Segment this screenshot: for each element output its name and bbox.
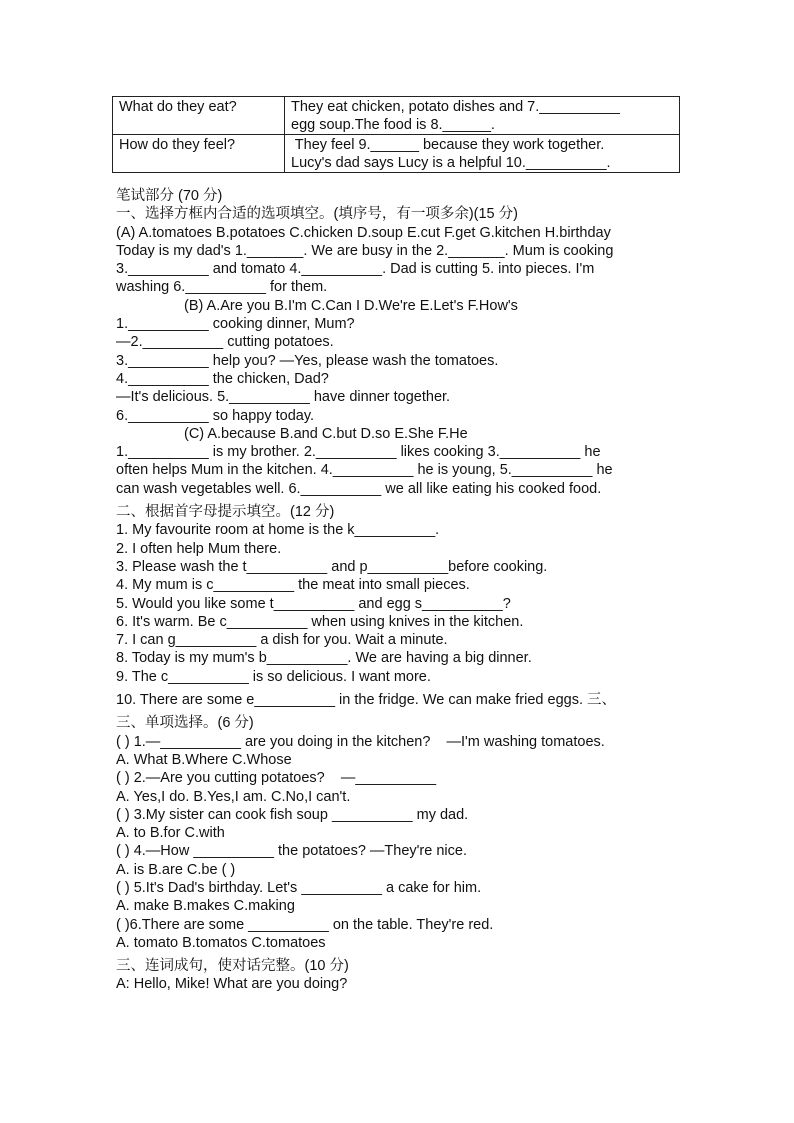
section2-item: 7. I can g__________ a dish for you. Wait a minute. bbox=[116, 632, 448, 649]
partB-line: 3.__________ help you? —Yes, please wash the tomatoes. bbox=[116, 352, 499, 369]
section3-line: A. to B.for C.with bbox=[116, 825, 225, 842]
table-answer-cell bbox=[285, 135, 680, 173]
section3-line: A. make B.makes C.making bbox=[116, 898, 295, 915]
answer-line: Lucy's dad says Lucy is a helpful 10.__________. bbox=[291, 155, 611, 171]
partB-line: 1.__________ cooking dinner, Mum? bbox=[116, 316, 355, 333]
table-row bbox=[113, 97, 680, 135]
table-question-cell bbox=[113, 135, 285, 173]
section3-line: A. What B.Where C.Whose bbox=[116, 751, 292, 768]
written-part-title: 笔试部分 (70 分) bbox=[116, 188, 223, 204]
section3-line: ( ) 4.—How __________ the potatoes? —They're nice. bbox=[116, 843, 467, 860]
section3-heading: 三、单项选择。(6 分) bbox=[116, 715, 254, 732]
partB-line: —It's delicious. 5.__________ have dinner together. bbox=[116, 389, 451, 406]
question-text: What do they eat? bbox=[119, 99, 237, 115]
partA-options: (A) A.tomatoes B.potatoes C.chicken D.soup E.cut F.get G.kitchen H.birthday bbox=[116, 224, 611, 241]
partB-line: 4.__________ the chicken, Dad? bbox=[116, 370, 329, 387]
partB-options: (B) A.Are you B.I'm C.Can I D.We're E.Let's F.How's bbox=[184, 297, 518, 314]
answer-line: They eat chicken, potato dishes and 7.__________ bbox=[291, 99, 620, 115]
section4-heading: 三、连词成句，使对话完整。(10 分) bbox=[116, 958, 349, 975]
reading-table bbox=[112, 96, 680, 173]
partC-options: (C) A.because B.and C.but D.so E.She F.He bbox=[184, 425, 468, 442]
table-row bbox=[113, 135, 680, 173]
section3-line: ( ) 3.My sister can cook fish soup __________ my dad. bbox=[116, 806, 469, 823]
answer-line: They feel 9.______ because they work together. bbox=[291, 137, 605, 153]
partA-line: washing 6.__________ for them. bbox=[116, 279, 328, 296]
partA-line: Today is my dad's 1._______. We are busy in the 2._______. Mum is cooking bbox=[116, 242, 614, 259]
section2-item: 1. My favourite room at home is the k__________. bbox=[116, 522, 440, 539]
section3-line: ( ) 5.It's Dad's birthday. Let's __________ a cake for him. bbox=[116, 879, 482, 896]
partB-line: 6.__________ so happy today. bbox=[116, 407, 315, 424]
partC-line: can wash vegetables well. 6.__________ we all like eating his cooked food. bbox=[116, 480, 602, 497]
section2-item: 9. The c__________ is so delicious. I want more. bbox=[116, 668, 431, 685]
partC-line: often helps Mum in the kitchen. 4.__________ he is young, 5.__________ he bbox=[116, 462, 613, 479]
section3-line: A. tomato B.tomatos C.tomatoes bbox=[116, 934, 326, 951]
section3-line: ( )6.There are some __________ on the table. They're red. bbox=[116, 916, 494, 933]
section3-line: A. Yes,I do. B.Yes,I am. C.No,I can't. bbox=[116, 788, 351, 805]
section4-line: A: Hello, Mike! What are you doing? bbox=[116, 976, 348, 993]
question-text: How do they feel? bbox=[119, 137, 236, 153]
section2-heading: 二、根据首字母提示填空。(12 分) bbox=[116, 504, 335, 521]
partA-line: 3.__________ and tomato 4.__________. Dad is cutting 5. into pieces. I'm bbox=[116, 261, 595, 278]
partB-line: —2.__________ cutting potatoes. bbox=[116, 334, 334, 351]
table-question-cell bbox=[113, 97, 285, 135]
section2-item: 10. There are some e__________ in the fridge. We can make fried eggs. 三、 bbox=[116, 692, 617, 709]
answer-line: egg soup.The food is 8.______. bbox=[291, 117, 495, 133]
section2-item: 6. It's warm. Be c__________ when using knives in the kitchen. bbox=[116, 613, 524, 630]
section2-item: 3. Please wash the t__________ and p__________before cooking. bbox=[116, 558, 548, 575]
section3-line: ( ) 1.—__________ are you doing in the kitchen? —I'm washing tomatoes. bbox=[116, 733, 605, 750]
table-answer-cell bbox=[285, 97, 680, 135]
section3-line: ( ) 2.—Are you cutting potatoes? —__________ bbox=[116, 770, 437, 787]
partC-line: 1.__________ is my brother. 2.__________ likes cooking 3.__________ he bbox=[116, 444, 601, 461]
section1-heading: 一、选择方框内合适的选项填空。(填序号，有一项多余)(15 分) bbox=[116, 206, 518, 223]
section2-item: 4. My mum is c__________ the meat into small pieces. bbox=[116, 577, 470, 594]
section2-item: 2. I often help Mum there. bbox=[116, 540, 282, 557]
section2-item: 8. Today is my mum's b__________. We are having a big dinner. bbox=[116, 650, 532, 667]
section3-line: A. is B.are C.be ( ) bbox=[116, 861, 236, 878]
exercise-content bbox=[116, 187, 696, 994]
section2-item: 5. Would you like some t__________ and egg s__________? bbox=[116, 595, 511, 612]
